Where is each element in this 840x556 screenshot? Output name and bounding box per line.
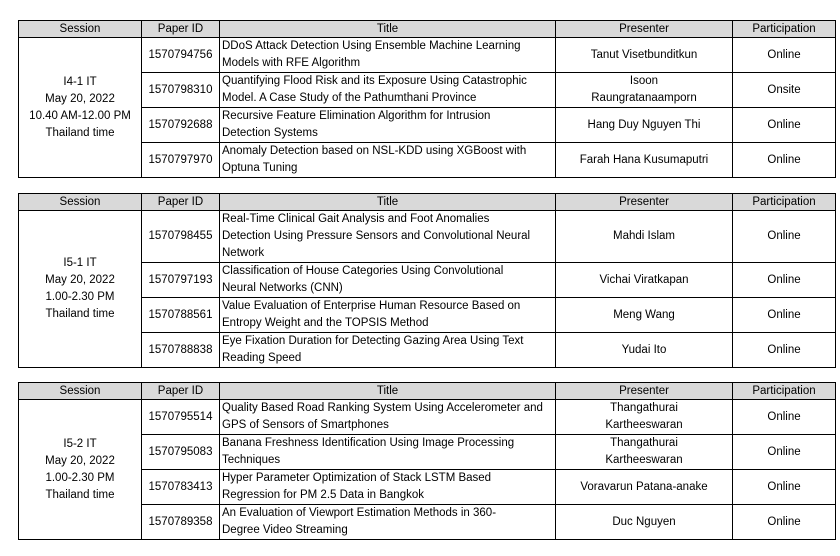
table-row [19,333,836,368]
session-time: 1.00-2.30 PM [45,291,115,303]
paper-title: Eye Fixation Duration for Detecting Gazing Area Using Text Reading Speed [220,333,556,368]
presenter: Thangathurai Kartheeswaran [556,435,733,470]
paper-id: 1570783413 [142,470,220,505]
header-participation: Participation [733,21,836,38]
header-participation: Participation [733,194,836,211]
presenter: Voravarun Patana-anake [556,470,733,505]
session-date: May 20, 2022 [45,274,115,286]
session-table-i5-1 [18,193,836,368]
header-presenter: Presenter [556,21,733,38]
table-row [19,73,836,108]
header-row [19,383,836,400]
paper-id: 1570794756 [142,38,220,73]
session-code: I4-1 IT [63,75,97,88]
table-row [19,38,836,73]
participation: Online [733,143,836,178]
table-row [19,470,836,505]
paper-id: 1570797970 [142,143,220,178]
paper-id: 1570795514 [142,400,220,435]
paper-title: Quantifying Flood Risk and its Exposure Using Catastrophic Model. A Case Study of the Pathumthani Province [220,73,556,108]
header-paper-id: Paper ID [142,21,220,38]
paper-id: 1570795083 [142,435,220,470]
paper-id: 1570798310 [142,73,220,108]
session-timezone: Thailand time [45,126,115,139]
paper-title: Hyper Parameter Optimization of Stack LSTM Based Regression for PM 2.5 Data in Bangkok [220,470,556,505]
paper-id: 1570797193 [142,263,220,298]
header-paper-id: Paper ID [142,194,220,211]
presenter: Hang Duy Nguyen Thi [556,108,733,143]
paper-title: Value Evaluation of Enterprise Human Resource Based on Entropy Weight and the TOPSIS Method [220,298,556,333]
session-time: 1.00-2.30 PM [45,471,115,484]
paper-title: Quality Based Road Ranking System Using Accelerometer and GPS of Sensors of Smartphones [220,400,556,435]
presenter: Duc Nguyen [556,505,733,540]
table-row [19,400,836,435]
session-cell [19,38,142,178]
table-row [19,505,836,540]
presenter: Mahdi Islam [556,211,733,263]
session-date: May 20, 2022 [45,92,115,105]
participation: Online [733,298,836,333]
table-row [19,263,836,298]
participation: Onsite [733,73,836,108]
session-timezone: Thailand time [45,488,115,501]
header-presenter: Presenter [556,383,733,400]
participation: Online [733,333,836,368]
session-code: I5-2 IT [63,437,97,450]
session-date: May 20, 2022 [45,454,115,467]
presenter: Meng Wang [556,298,733,333]
presenter: Yudai Ito [556,333,733,368]
presenter: Farah Hana Kusumaputri [556,143,733,178]
session-table-i5-2 [18,382,836,540]
session-cell [19,211,142,368]
header-paper-id: Paper ID [142,383,220,400]
participation: Online [733,470,836,505]
table-row [19,108,836,143]
presenter: Isoon Raungratanaamporn [556,73,733,108]
paper-id: 1570798455 [142,211,220,263]
session-code: I5-1 IT [63,257,97,269]
paper-title: An Evaluation of Viewport Estimation Methods in 360- Degree Video Streaming [220,505,556,540]
paper-title: DDoS Attack Detection Using Ensemble Machine Learning Models with RFE Algorithm [220,38,556,73]
header-session: Session [19,21,142,38]
header-row [19,194,836,211]
participation: Online [733,435,836,470]
session-time: 10.40 AM-12.00 PM [29,109,131,122]
session-table-i4-1 [18,20,836,178]
paper-title: Anomaly Detection based on NSL-KDD using XGBoost with Optuna Tuning [220,143,556,178]
table-row [19,143,836,178]
session-cell [19,400,142,540]
paper-id: 1570792688 [142,108,220,143]
header-session: Session [19,194,142,211]
paper-title: Banana Freshness Identification Using Image Processing Techniques [220,435,556,470]
paper-title: Classification of House Categories Using Convolutional Neural Networks (CNN) [220,263,556,298]
table-row [19,211,836,263]
participation: Online [733,400,836,435]
paper-id: 1570788561 [142,298,220,333]
participation: Online [733,108,836,143]
presenter: Vichai Viratkapan [556,263,733,298]
header-row [19,21,836,38]
paper-title: Real-Time Clinical Gait Analysis and Foot Anomalies Detection Using Pressure Sensors and Convolutional Neural Network [220,211,556,263]
participation: Online [733,211,836,263]
table-row [19,435,836,470]
presenter: Tanut Visetbunditkun [556,38,733,73]
paper-id: 1570788838 [142,333,220,368]
header-participation: Participation [733,383,836,400]
participation: Online [733,38,836,73]
paper-title: Recursive Feature Elimination Algorithm for Intrusion Detection Systems [220,108,556,143]
header-title: Title [220,21,556,38]
participation: Online [733,263,836,298]
paper-id: 1570789358 [142,505,220,540]
header-title: Title [220,194,556,211]
header-presenter: Presenter [556,194,733,211]
header-title: Title [220,383,556,400]
participation: Online [733,505,836,540]
presenter: Thangathurai Kartheeswaran [556,400,733,435]
table-row [19,298,836,333]
header-session: Session [19,383,142,400]
session-timezone: Thailand time [45,308,115,320]
